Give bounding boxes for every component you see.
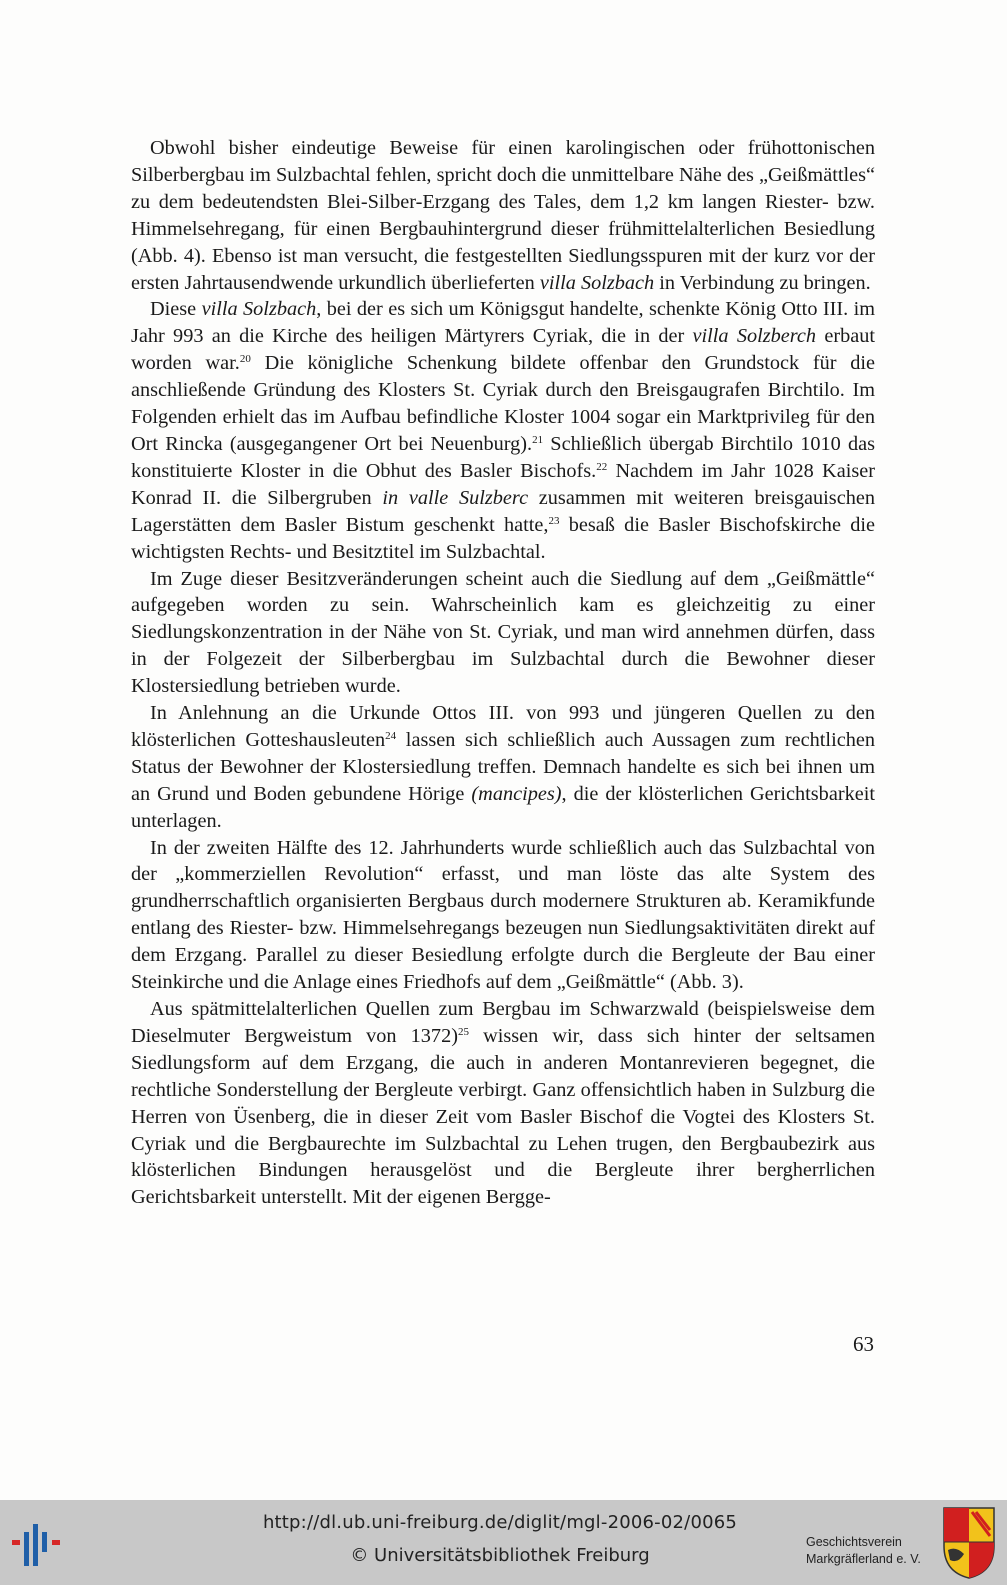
italic-term: in valle Sulzberc bbox=[382, 486, 529, 509]
footnote-ref: 24 bbox=[385, 729, 397, 742]
paragraph bbox=[131, 700, 875, 835]
italic-term: villa Solzbach bbox=[539, 271, 655, 294]
document-url-link[interactable]: http://dl.ub.uni-freiburg.de/diglit/mgl-2006-02/0065 bbox=[262, 1512, 738, 1533]
coat-of-arms-icon[interactable] bbox=[942, 1506, 996, 1580]
text-run: Schließlich übergab Birchtilo 1010 das konstituierte Kloster in die Obhut des Basler Bischofs. bbox=[131, 432, 875, 482]
footnote-ref: 25 bbox=[457, 1025, 469, 1038]
text-run: Diese bbox=[150, 298, 202, 321]
footnote-ref: 23 bbox=[548, 514, 560, 527]
society-line-1: Geschichtsverein bbox=[806, 1535, 902, 1549]
text-run: Obwohl bisher eindeutige Beweise für einen karolingischen oder frühottonischen Silberbergbau im Sulzbachtal fehlen, spricht doch die unmittelbare Nähe des „Geißmättles“ zu dem bedeutendsten Blei-Silber-Erzgang des Tales, dem 1,2 km langen Riester- bzw. Himmelsehregang, für einen Bergbauhintergrund dieser frühmittelalterlichen Besiedlung (Abb. 4). Ebenso ist man versucht, die festgestellten Siedlungsspuren mit der kurz vor der ersten Jahrtausendwende urkundlich überlieferten bbox=[131, 137, 875, 294]
text-run: Die königliche Schenkung bildete offenbar den Grundstock für die anschließende Gründung des Klosters St. Cyriak durch den Breisgaugrafen Birchtilo. Im Folgenden erhielt das im Aufbau befindliche Kloster 1004 sogar ein Marktprivileg für den Ort Rincka (ausgegangener Ort bei Neuenburg). bbox=[131, 352, 875, 455]
text-run: besaß die Basler Bischofskirche die wichtigsten Rechts- und Besitztitel im Sulzbachtal. bbox=[131, 513, 875, 563]
viewer-footer bbox=[0, 1500, 1007, 1585]
italic-term: (mancipes) bbox=[471, 782, 562, 805]
paragraph bbox=[131, 566, 875, 701]
text-run: zusammen mit weiteren breisgauischen Lagerstätten dem Basler Bistum geschenkt hatte, bbox=[131, 486, 875, 536]
paragraph bbox=[131, 835, 875, 996]
text-run: wissen wir, dass sich hinter der seltsamen Siedlungsform auf dem Erzgang, die auch in anderen Montanrevieren begegnet, die rechtliche Sonderstellung der Bergleute verbirgt. Ganz offensichtlich haben in Sulzburg die Herren von Üsenberg, die in dieser Zeit vom Basler Bischof die Vogtei des Klosters St. Cyriak und die Bergbaurechte im Sulzbachtal zu Lehen trugen, den Bergbaubezirk aus klösterlichen Bindungen herausgelöst und die Bergleute ihrer bergherrlichen Gerichtsbarkeit unterstellt. Mit der eigenen Bergge- bbox=[131, 1024, 875, 1209]
text-run: Aus spätmittelalterlichen Quellen zum Bergbau im Schwarzwald (beispielsweise dem Dieselmuter Bergweistum von 1372) bbox=[131, 998, 875, 1047]
text-run: In der zweiten Hälfte des 12. Jahrhunderts wurde schließlich auch das Sulzbachtal von der „kommerziellen Revolution“ erfasst, und man löste das alte System des grundherrschaftlich organisierten Bergbaus durch modernere Strukturen ab. Keramikfunde entlang des Riester- bzw. Himmelsehregangs bezeugen nun Siedlungsaktivitäten direkt auf dem Erzgang. Parallel zu dieser Besiedlung erfolgte durch die Bergleute der Bau einer Steinkirche und die Anlage eines Friedhofs auf dem „Geißmättle“ (Abb. 3). bbox=[131, 836, 875, 994]
text-run: erbaut worden war. bbox=[131, 325, 875, 375]
page-number: 63 bbox=[853, 1332, 874, 1356]
copyright-text: © Universitätsbibliothek Freiburg bbox=[350, 1545, 650, 1566]
footnote-ref: 21 bbox=[532, 433, 544, 446]
italic-term: villa Solzberch bbox=[692, 325, 817, 348]
society-line-2: Markgräflerland e. V. bbox=[806, 1552, 921, 1566]
italic-term: villa Solzbach bbox=[201, 298, 317, 321]
text-run: lassen sich schließlich auch Aussagen zum rechtlichen Status der Bewohner der Klostersiedlung treffen. Demnach handelte es sich bei ihnen um an Grund und Boden gebundene Hörige bbox=[131, 728, 875, 805]
ub-freiburg-logo-icon[interactable] bbox=[12, 1518, 64, 1568]
text-run: Im Zuge dieser Besitzveränderungen scheint auch die Siedlung auf dem „Geißmättle“ aufgegeben worden zu sein. Wahrscheinlich kam es gleichzeitig zu einer Siedlungskonzentration in der Nähe von St. Cyriak, und man wird annehmen dürfen, dass in der Folgezeit der Silberbergbau im Sulzbachtal durch die Bewohner dieser Klostersiedlung betrieben wurde. bbox=[131, 567, 875, 698]
footnote-ref: 22 bbox=[596, 460, 608, 473]
society-name bbox=[806, 1534, 936, 1568]
text-run: In Anlehnung an die Urkunde Ottos III. von 993 und jüngeren Quellen zu den klösterlichen Gotteshausleuten bbox=[131, 702, 875, 751]
text-run: , die der klösterlichen Gerichtsbarkeit unterlagen. bbox=[131, 782, 875, 832]
footnote-ref: 20 bbox=[239, 353, 251, 366]
text-run: in Verbindung zu bringen. bbox=[654, 271, 871, 294]
body-text bbox=[131, 135, 875, 1211]
text-run: Nachdem im Jahr 1028 Kaiser Konrad II. die Silbergruben bbox=[131, 459, 875, 509]
paragraph bbox=[131, 296, 875, 565]
paragraph bbox=[131, 996, 875, 1211]
paragraph bbox=[131, 135, 875, 296]
text-run: , bei der es sich um Königsgut handelte, schenkte König Otto III. im Jahr 993 an die Kirche des heiligen Märtyrers Cyriak, die in der bbox=[131, 298, 875, 348]
